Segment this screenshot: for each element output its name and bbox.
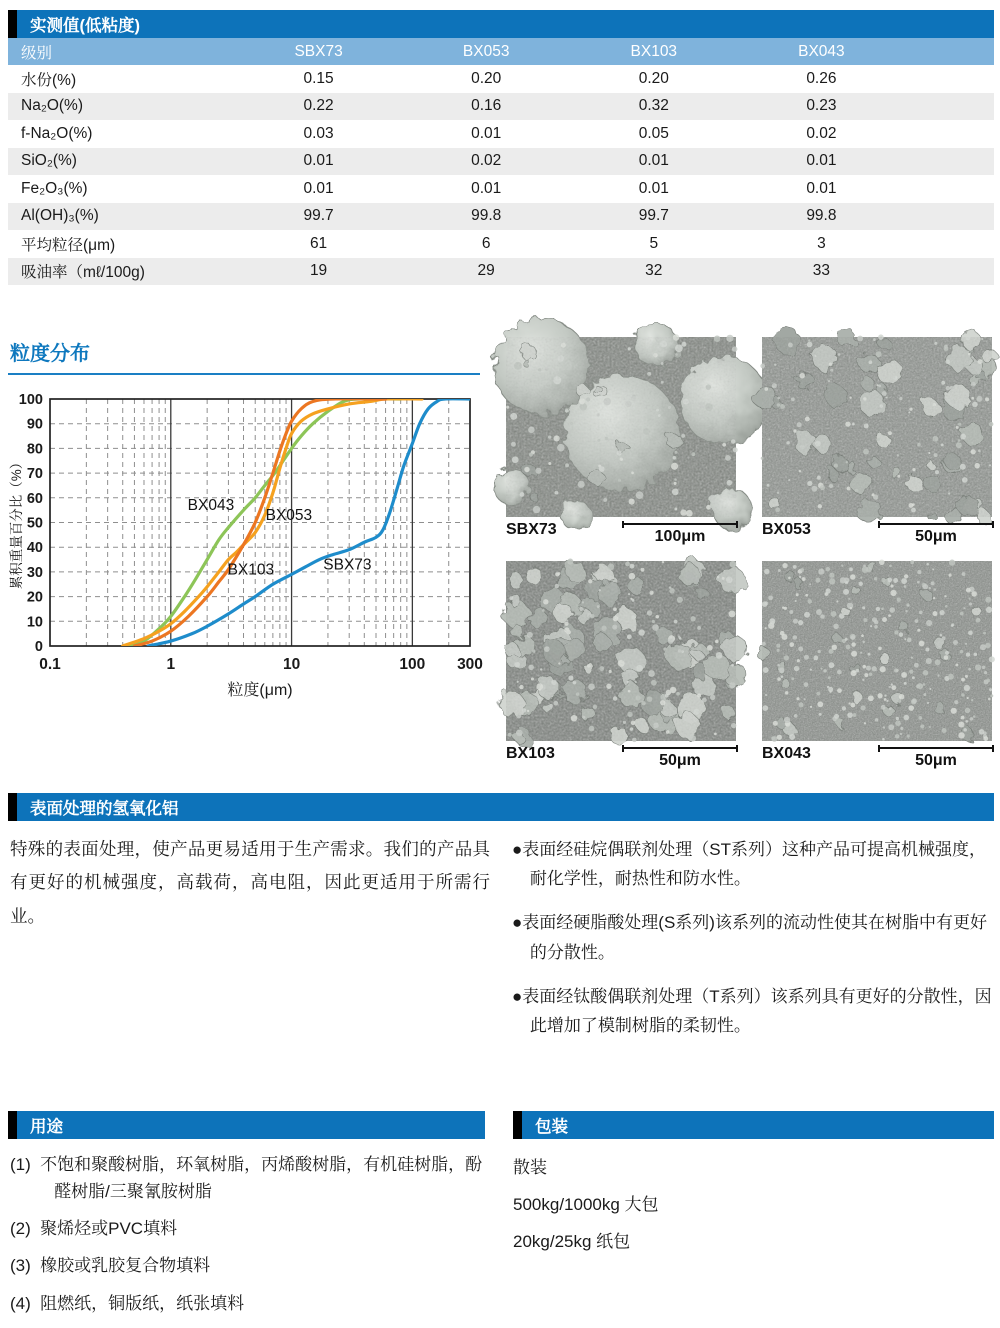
sem-image-BX053 <box>762 337 992 517</box>
x-tick-label: 0.1 <box>39 656 61 673</box>
row-label: 平均粒径(μm) <box>21 236 116 254</box>
table-cell: 0.03 <box>303 124 334 142</box>
table-cell: 99.7 <box>638 207 669 225</box>
table-cell: 0.01 <box>806 152 837 170</box>
treated-bullet-list <box>512 835 994 1055</box>
column-header-product: BX103 <box>630 42 678 60</box>
application-item-text: 阻燃纸，铜版纸，纸张填料 <box>40 1293 245 1313</box>
table-cell: 0.01 <box>638 179 669 197</box>
y-tick-label: 80 <box>26 441 43 458</box>
scale-bar-text: 50μm <box>915 752 957 769</box>
application-item-text: 聚烯烃或PVC填料 <box>40 1219 178 1239</box>
table-cell: 0.01 <box>471 124 502 142</box>
table-cell: 3 <box>817 234 826 252</box>
table-cell: 0.20 <box>471 69 502 87</box>
scale-bar <box>880 521 992 546</box>
applications-section <box>8 1111 485 1328</box>
measured-values-section <box>8 10 994 285</box>
row-label: 吸油率（mℓ/100g) <box>21 264 145 282</box>
scale-bar-line <box>878 521 994 528</box>
mid-section <box>8 337 994 779</box>
scale-bar <box>880 745 992 770</box>
chart-title: 粒度分布 <box>10 343 90 365</box>
applications-list <box>8 1152 485 1317</box>
section-title: 用途 <box>30 1118 63 1137</box>
section-title: 实测值(低粘度) <box>30 17 140 35</box>
row-label: SiO₂(%) <box>21 152 77 170</box>
table-row <box>8 93 994 121</box>
sem-photo-card <box>506 337 736 555</box>
x-tick-label: 100 <box>399 656 426 673</box>
scale-bar <box>624 745 736 770</box>
bullet-icon: ● <box>512 913 523 933</box>
photo-caption <box>506 517 736 555</box>
sem-photo-card <box>762 337 992 555</box>
table-cell: 0.15 <box>303 69 334 87</box>
sem-photo-label: BX053 <box>762 521 811 538</box>
table-cell: 99.7 <box>303 207 334 225</box>
y-tick-label: 60 <box>26 490 43 507</box>
treated-intro-paragraph: 特殊的表面处理，使产品更易适用于生产需求。我们的产品具有更好的机械强度，高载荷，高电阻，因此更适用于所需行业。 <box>10 839 490 926</box>
application-item <box>10 1291 485 1317</box>
table-cell: 5 <box>649 234 659 252</box>
sem-image-BX103 <box>506 561 736 741</box>
section-title: 包装 <box>535 1118 568 1137</box>
scale-bar-line <box>878 745 994 752</box>
bottom-section <box>8 1111 994 1328</box>
bullet-text: 表面经硅烷偶联剂处理（ST系列）这种产品可提高机械强度，耐化学性，耐热性和防水性。 <box>522 840 987 889</box>
table-cell: 0.26 <box>806 69 837 87</box>
table-cell: 0.20 <box>638 69 669 87</box>
series-label-BX053: BX053 <box>265 507 313 525</box>
column-header-product: SBX73 <box>294 42 343 60</box>
treated-bullet-item <box>512 908 994 966</box>
series-label-BX043: BX043 <box>187 497 235 515</box>
table-cell: 99.8 <box>471 207 502 225</box>
table-cell: 29 <box>477 262 495 280</box>
section-header-measured-values <box>8 10 994 38</box>
sem-photo-card <box>506 561 736 779</box>
x-tick-label: 300 <box>457 656 483 673</box>
y-axis-label: 累积重量百分比（%） <box>9 455 24 590</box>
y-tick-label: 30 <box>26 564 43 581</box>
application-item-number: (4) <box>10 1293 31 1313</box>
x-axis-label: 粒度(μm) <box>227 682 293 699</box>
series-label-SBX73: SBX73 <box>323 556 372 574</box>
packaging-line: 500kg/1000kg 大包 <box>513 1194 659 1214</box>
section-header-applications <box>8 1111 485 1139</box>
table-row <box>8 120 994 148</box>
spec-table-header <box>8 38 994 65</box>
packaging-line: 散装 <box>513 1158 547 1178</box>
y-tick-label: 0 <box>34 639 43 655</box>
x-tick-label: 1 <box>166 656 176 673</box>
table-cell: 0.02 <box>806 124 837 142</box>
table-cell: 32 <box>645 262 663 280</box>
table-row <box>8 148 994 176</box>
y-tick-label: 10 <box>26 614 43 631</box>
y-tick-label: 50 <box>26 515 43 532</box>
table-cell: 0.16 <box>471 97 502 115</box>
table-cell: 0.01 <box>638 152 669 170</box>
table-cell: 6 <box>481 234 491 252</box>
scale-bar-text: 50μm <box>659 752 701 769</box>
application-item-number: (2) <box>10 1219 31 1239</box>
table-cell: 0.22 <box>303 97 334 115</box>
chart-title-underline <box>8 373 480 375</box>
scale-bar-text: 50μm <box>915 528 957 545</box>
section-header-packaging <box>513 1111 994 1139</box>
column-header-grade: 级别 <box>21 44 53 62</box>
application-item <box>10 1216 485 1242</box>
application-item <box>10 1253 485 1279</box>
row-label: f-Na₂O(%) <box>21 124 93 142</box>
bullet-icon: ● <box>512 840 523 859</box>
sem-photo-label: BX103 <box>506 745 555 762</box>
photo-caption <box>762 517 992 555</box>
section-header-surface-treated <box>8 793 994 821</box>
application-item-number: (1) <box>10 1155 31 1175</box>
treated-bullet-item <box>512 835 994 893</box>
bullet-text: 表面经硬脂酸处理(S系列)该系列的流动性使其在树脂中有更好的分散性。 <box>522 913 987 962</box>
y-tick-label: 70 <box>26 466 43 483</box>
packaging-list <box>513 1150 994 1260</box>
row-label: Fe₂O₃(%) <box>21 179 88 197</box>
particle-size-chart-block <box>8 337 482 779</box>
column-header-product: BX053 <box>462 42 510 60</box>
application-item-number: (3) <box>10 1256 31 1276</box>
table-row <box>8 258 994 286</box>
sem-image-SBX73 <box>506 337 736 517</box>
application-item-text: 不饱和聚酸树脂，环氧树脂，丙烯酸树脂，有机硅树脂，酚醛树脂/三聚氰胺树脂 <box>40 1155 483 1201</box>
column-header-product: BX043 <box>798 42 845 60</box>
psd-chart <box>8 389 484 701</box>
packaging-line: 20kg/25kg 纸包 <box>513 1231 631 1251</box>
table-row <box>8 65 994 93</box>
photo-caption <box>762 741 992 779</box>
table-cell: 0.01 <box>806 179 837 197</box>
row-label: Na₂O(%) <box>21 97 83 115</box>
table-cell: 99.8 <box>806 207 837 225</box>
bullet-icon: ● <box>512 986 523 1006</box>
sem-image-BX043 <box>762 561 992 741</box>
table-row <box>8 203 994 231</box>
surface-treated-section <box>8 793 994 1055</box>
scale-bar-text: 100μm <box>654 528 706 545</box>
y-tick-label: 100 <box>18 392 43 408</box>
scale-bar <box>624 521 736 546</box>
y-tick-label: 40 <box>26 540 43 557</box>
row-label: Al(OH)₃(%) <box>21 207 99 225</box>
y-tick-label: 90 <box>26 416 43 433</box>
row-label: 水份(%) <box>21 71 77 89</box>
y-tick-label: 20 <box>26 589 43 606</box>
spec-table <box>8 38 994 285</box>
packaging-section <box>513 1111 994 1328</box>
treated-bullet-item <box>512 982 994 1040</box>
scale-bar-line <box>622 745 738 752</box>
table-row <box>8 175 994 203</box>
table-cell: 19 <box>309 262 328 280</box>
sem-photo-label: SBX73 <box>506 521 557 538</box>
sem-photo-label: BX043 <box>762 745 811 762</box>
table-cell: 0.01 <box>303 152 334 170</box>
x-tick-label: 10 <box>282 656 301 673</box>
sem-photos <box>506 337 994 779</box>
table-cell: 0.01 <box>471 179 502 197</box>
table-cell: 33 <box>812 262 831 280</box>
application-item <box>10 1152 485 1205</box>
table-cell: 0.32 <box>638 97 669 115</box>
table-cell: 0.05 <box>638 124 669 142</box>
application-item-text: 橡胶或乳胶复合物填料 <box>40 1256 211 1276</box>
table-cell: 0.01 <box>303 179 334 197</box>
table-cell: 0.02 <box>471 152 502 170</box>
series-label-BX103: BX103 <box>227 561 275 579</box>
scale-bar-line <box>622 521 738 528</box>
photo-caption <box>506 741 736 779</box>
table-cell: 61 <box>309 234 328 252</box>
table-row <box>8 230 994 258</box>
section-title: 表面处理的氢氧化铝 <box>30 800 179 818</box>
sem-photo-card <box>762 561 992 779</box>
bullet-text: 表面经钛酸偶联剂处理（T系列）该系列具有更好的分散性，因此增加了模制树脂的柔韧性。 <box>522 986 992 1036</box>
table-cell: 0.23 <box>806 97 837 115</box>
